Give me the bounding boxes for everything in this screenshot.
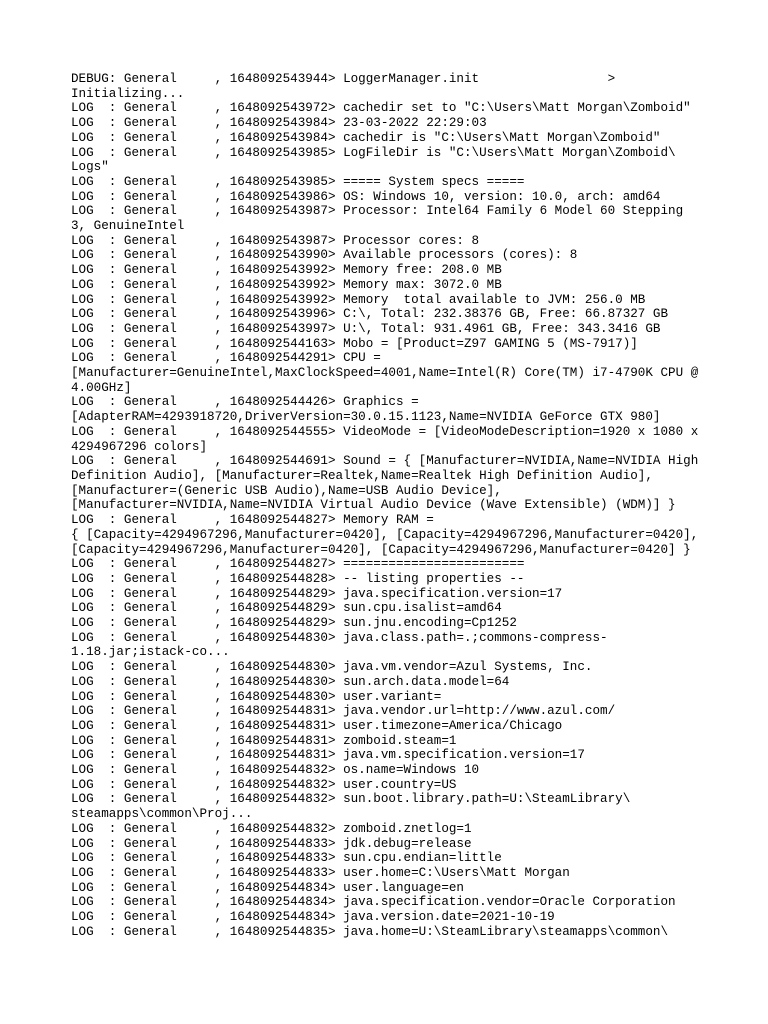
log-line: LOG : General , 1648092543997> U:\, Total: 931.4961 GB, Free: 343.3416 GB [71,321,661,336]
log-line: LOG : General , 1648092543992> Memory total available to JVM: 256.0 MB [71,292,646,307]
log-line: LOG : General , 1648092543992> Memory max: 3072.0 MB [71,277,502,292]
log-line: LOG : General , 1648092543992> Memory free: 208.0 MB [71,263,502,278]
log-line: Definition Audio], [Manufacturer=Realtek,Name=Realtek High Definition Audio], [71,468,653,483]
log-line: LOG : General , 1648092544426> Graphics = [71,395,419,410]
log-line: 3, GenuineIntel [71,219,185,234]
log-line: LOG : General , 1648092544291> CPU = [71,351,381,366]
log-line: LOG : General , 1648092544831> zomboid.steam=1 [71,733,457,748]
log-line: LOG : General , 1648092544832> zomboid.znetlog=1 [71,821,472,836]
log-line: 4.00GHz] [71,380,132,395]
log-line: LOG : General , 1648092544833> jdk.debug=release [71,836,472,851]
log-line: LOG : General , 1648092544830> user.variant= [71,689,442,704]
log-line: LOG : General , 1648092544834> user.language=en [71,880,464,895]
log-line: 1.18.jar;istack-co... [71,645,230,660]
log-line: LOG : General , 1648092544832> sun.boot.library.path=U:\SteamLibrary\ [71,792,631,807]
log-line: LOG : General , 1648092544827> Memory RAM = [71,513,434,528]
log-document [71,72,711,939]
log-line: LOG : General , 1648092544835> java.home=U:\SteamLibrary\steamapps\common\ [71,924,669,939]
log-line: LOG : General , 1648092544827> ======================== [71,557,525,572]
log-line: Logs" [71,160,109,175]
log-line: [Manufacturer=GenuineIntel,MaxClockSpeed=4001,Name=Intel(R) Core(TM) i7-4790K CPU @ [71,366,699,381]
log-line: LOG : General , 1648092544829> sun.cpu.isalist=amd64 [71,601,502,616]
log-line: LOG : General , 1648092543985> ===== System specs ===== [71,174,525,189]
log-line: LOG : General , 1648092543972> cachedir set to "C:\Users\Matt Morgan\Zomboid" [71,101,691,116]
log-line: 4294967296 colors] [71,439,208,454]
log-line: LOG : General , 1648092543986> OS: Windows 10, version: 10.0, arch: amd64 [71,189,661,204]
log-line: LOG : General , 1648092544834> java.version.date=2021-10-19 [71,910,555,925]
log-line: LOG : General , 1648092544830> sun.arch.data.model=64 [71,674,510,689]
log-line: LOG : General , 1648092544555> VideoMode = [VideoModeDescription=1920 x 1080 x [71,424,699,439]
log-line: LOG : General , 1648092543984> 23-03-2022 22:29:03 [71,116,487,131]
log-line: LOG : General , 1648092544829> sun.jnu.encoding=Cp1252 [71,616,517,631]
log-line: DEBUG: General , 1648092543944> LoggerManager.init > [71,72,616,86]
log-line: LOG : General , 1648092543984> cachedir is "C:\Users\Matt Morgan\Zomboid" [71,130,661,145]
log-line: [Capacity=4294967296,Manufacturer=0420], [Capacity=4294967296,Manufacturer=0420] } [71,542,691,557]
log-line: { [Capacity=4294967296,Manufacturer=0420], [Capacity=4294967296,Manufacturer=0420], [71,527,699,542]
log-line: steamapps\common\Proj... [71,807,253,822]
log-line: LOG : General , 1648092543985> LogFileDir is "C:\Users\Matt Morgan\Zomboid\ [71,145,676,160]
log-line: LOG : General , 1648092544831> user.timezone=America/Chicago [71,718,563,733]
log-line: LOG : General , 1648092543987> Processor cores: 8 [71,233,480,248]
log-line: LOG : General , 1648092544163> Mobo = [Product=Z97 GAMING 5 (MS-7917)] [71,336,638,351]
log-line: LOG : General , 1648092544833> user.home=C:\Users\Matt Morgan [71,865,570,880]
log-line: [Manufacturer=NVIDIA,Name=NVIDIA Virtual Audio Device (Wave Extensible) (WDM)] } [71,498,676,513]
log-line: LOG : General , 1648092544831> java.vm.specification.version=17 [71,748,585,763]
log-line: LOG : General , 1648092544830> java.vm.vendor=Azul Systems, Inc. [71,660,593,675]
log-line: LOG : General , 1648092544830> java.class.path=.;commons-compress- [71,630,608,645]
log-line: [Manufacturer=(Generic USB Audio),Name=USB Audio Device], [71,483,502,498]
log-line: LOG : General , 1648092544831> java.vendor.url=http://www.azul.com/ [71,704,616,719]
log-line: LOG : General , 1648092544832> user.country=US [71,777,457,792]
log-line: LOG : General , 1648092543990> Available processors (cores): 8 [71,248,578,263]
log-line: LOG : General , 1648092543996> C:\, Total: 232.38376 GB, Free: 66.87327 GB [71,307,669,322]
log-line: LOG : General , 1648092544832> os.name=Windows 10 [71,763,480,778]
log-line: LOG : General , 1648092544691> Sound = { [Manufacturer=NVIDIA,Name=NVIDIA High [71,454,699,469]
log-line: LOG : General , 1648092544834> java.specification.vendor=Oracle Corporation [71,895,676,910]
log-line: LOG : General , 1648092544833> sun.cpu.endian=little [71,851,502,866]
log-line: LOG : General , 1648092544828> -- listing properties -- [71,571,525,586]
log-line: [AdapterRAM=4293918720,DriverVersion=30.0.15.1123,Name=NVIDIA GeForce GTX 980] [71,410,661,425]
log-line: LOG : General , 1648092543987> Processor: Intel64 Family 6 Model 60 Stepping [71,204,684,219]
log-line: LOG : General , 1648092544829> java.specification.version=17 [71,586,563,601]
log-line: Initializing... [71,86,185,101]
